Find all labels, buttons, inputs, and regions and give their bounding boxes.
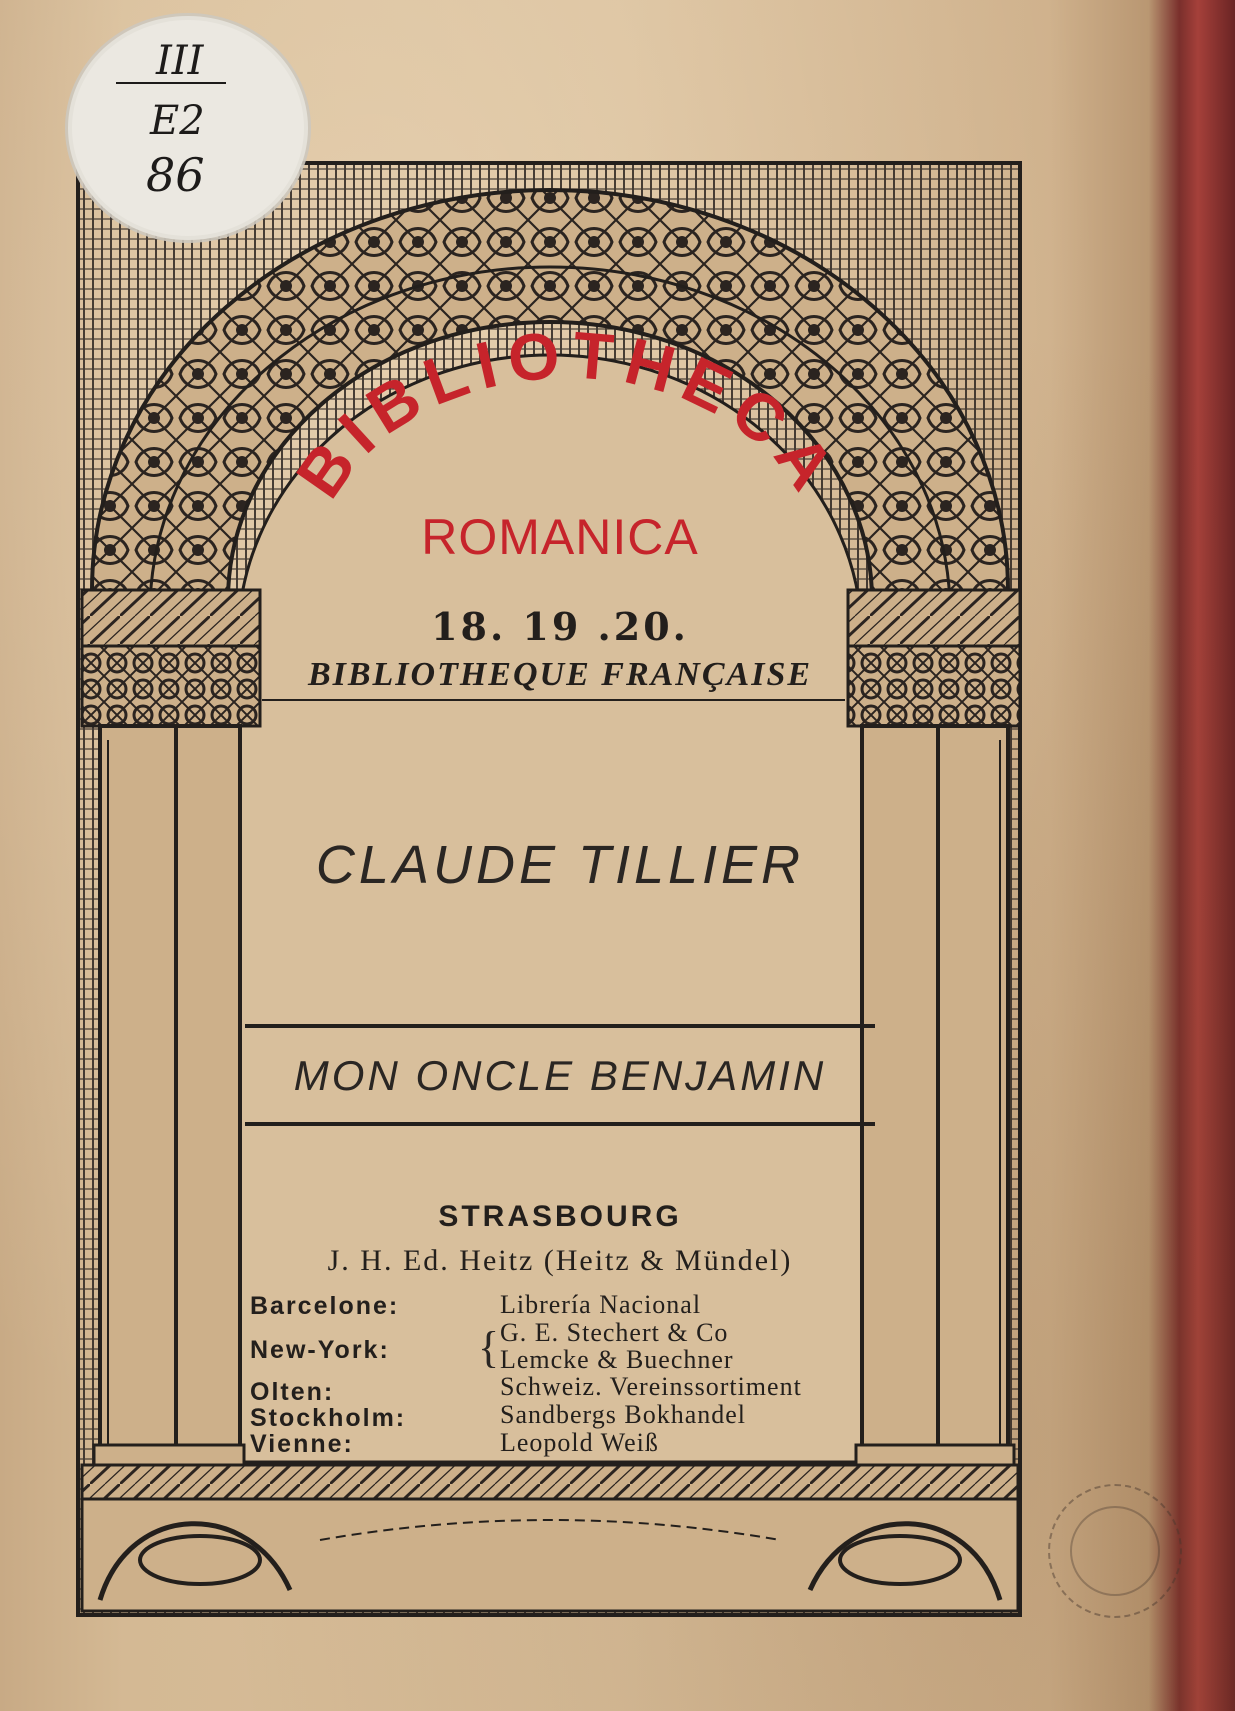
series-subtitle: ROMANICA [421, 509, 699, 565]
agent-firm: G. E. Stechert & Co [500, 1318, 729, 1347]
author-name: CLAUDE TILLIER [315, 835, 805, 895]
series-numbers: 18. 19 .20. [431, 604, 689, 649]
shelfmark-line-3: 86 [146, 148, 205, 202]
brace: { [478, 1323, 500, 1372]
agent-city: Stockholm: [250, 1404, 407, 1432]
collection-name: BIBLIOTHEQUE FRANÇAISE [307, 656, 813, 693]
agent-city: Vienne: [250, 1430, 354, 1458]
publisher-name: J. H. Ed. Heitz (Heitz & Mündel) [327, 1244, 793, 1277]
publisher-city: STRASBOURG [438, 1200, 682, 1233]
library-stamp [1048, 1484, 1182, 1618]
agent-firm: Leopold Weiß [500, 1428, 659, 1457]
shelfmark-line-1: III [156, 38, 204, 84]
svg-text:BIBLIOTHECA [282, 317, 855, 511]
agent-firm: Schweiz. Vereinssortiment [500, 1372, 802, 1401]
agent-city: New-York: [250, 1336, 390, 1364]
agent-firm: Lemcke & Buechner [500, 1345, 734, 1374]
agent-firm: Librería Nacional [500, 1290, 702, 1319]
agent-city: Olten: [250, 1378, 335, 1406]
agent-city: Barcelone: [250, 1292, 400, 1320]
series-title: BIBLIOTHECA [281, 316, 855, 511]
book-title: MON ONCLE BENJAMIN [293, 1052, 827, 1099]
shelfmark-line-2: E2 [150, 98, 205, 144]
agent-firm: Sandbergs Bokhandel [500, 1400, 746, 1429]
